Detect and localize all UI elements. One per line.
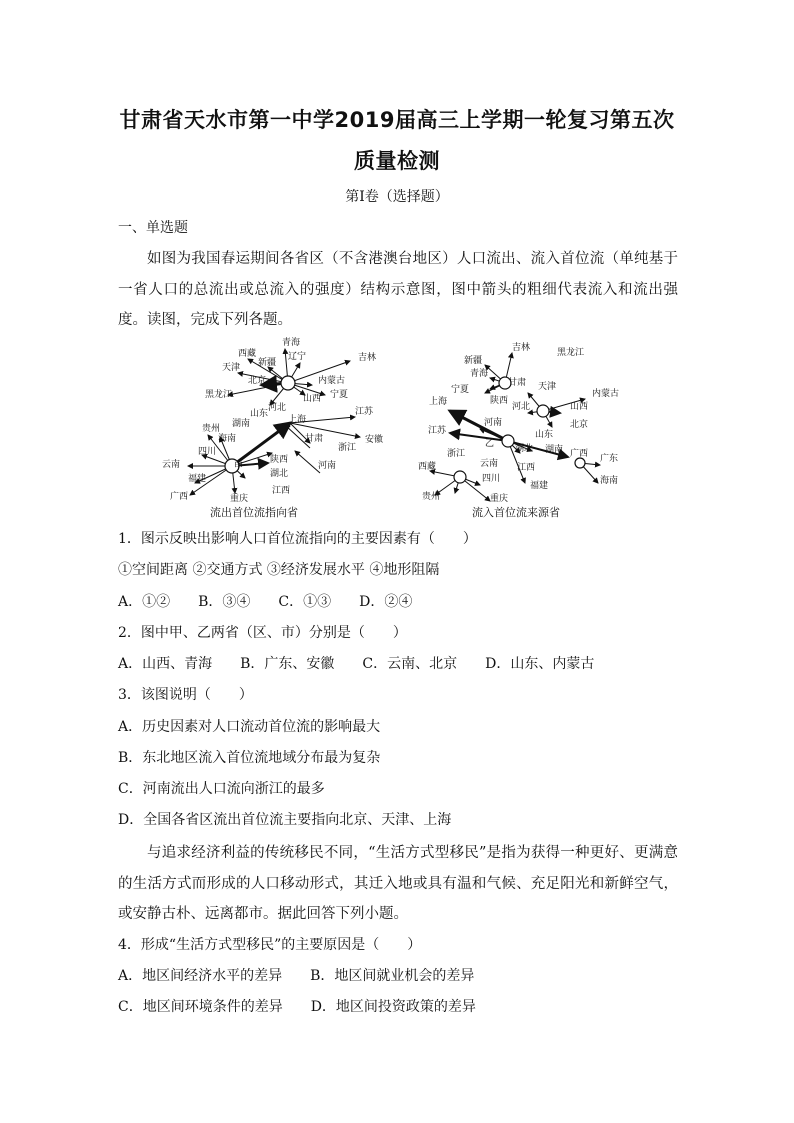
right-province-label: 山西 — [570, 402, 589, 412]
left-province-label: 黑龙江 — [205, 390, 233, 400]
right-province-label: 甘肃 — [508, 378, 527, 388]
left-province-label: 西藏 — [238, 349, 257, 359]
volume-subtitle: 第Ⅰ卷（选择题） — [345, 189, 449, 205]
right-province-label: 浙江 — [447, 449, 466, 459]
left-province-label: 浙江 — [338, 443, 357, 453]
left-province-label: 新疆 — [258, 358, 277, 368]
question-1-options: A．①② B．③④ C．①③ D．②④ — [118, 594, 413, 610]
left-province-label: 山东 — [250, 409, 269, 419]
passage-2: 与追求经济利益的传统移民不同，“生活方式型移民”是指为获得一种更好、更满意的生活方式而形成的人口移动形式，其迁入地或具有温和气候、充足阳光和新鲜空气，或安静古朴、远离都市。据此回答下列小题。 — [118, 845, 678, 922]
flow-diagram-svg — [160, 333, 640, 523]
right-province-label: 福建 — [530, 481, 549, 491]
left-province-label: 天津 — [222, 363, 241, 373]
right-hub-node — [575, 458, 585, 468]
question-4-options-cd: C．地区间环境条件的差异 D．地区间投资政策的差异 — [118, 999, 476, 1015]
left-province-label: 四川 — [198, 447, 217, 457]
left-flow-line — [295, 451, 320, 473]
left-province-label: 福建 — [188, 474, 207, 484]
left-hub-node — [281, 376, 295, 390]
left-province-label: 江西 — [272, 486, 291, 496]
left-province-label: 重庆 — [230, 494, 249, 504]
left-province-label: 内蒙古 — [318, 376, 346, 386]
right-hub-node — [537, 405, 549, 417]
left-province-label: 贵州 — [202, 424, 221, 434]
exam-title-line2: 质量检测 — [354, 149, 440, 173]
right-province-label: 江西 — [517, 463, 536, 473]
right-province-label: 天津 — [538, 382, 557, 392]
left-province-label: 宁夏 — [330, 390, 349, 400]
left-province-label: 安徽 — [365, 435, 384, 445]
question-1: 1．图示反映出影响人口首位流指向的主要因素有（ ） — [118, 531, 477, 547]
question-4: 4．形成“生活方式型移民”的主要原因是（ ） — [118, 937, 422, 953]
right-province-label: 北京 — [570, 420, 589, 430]
population-flow-figure — [160, 333, 640, 523]
left-province-label: 云南 — [162, 460, 181, 470]
right-province-label: 陕西 — [490, 396, 509, 406]
right-province-label: 云南 — [480, 459, 499, 469]
right-province-label: 山东 — [535, 430, 554, 440]
question-1-factors: ①空间距离 ②交通方式 ③经济发展水平 ④地形阻隔 — [118, 562, 440, 578]
right-province-label: 吉林 — [512, 343, 531, 353]
left-province-label: 北京 — [248, 376, 267, 386]
right-province-label: 河北 — [512, 402, 531, 412]
right-province-label: 湖北 — [515, 444, 534, 454]
question-3-option-c: C．河南流出人口流向浙江的最多 — [118, 781, 325, 797]
right-province-label: 湖南 — [545, 445, 564, 455]
right-province-label: 新疆 — [464, 356, 483, 366]
left-province-label: 海南 — [218, 434, 237, 444]
left-province-label: 陕西 — [270, 455, 289, 465]
left-province-label: 山西 — [303, 394, 322, 404]
left-province-label: 河北 — [268, 403, 287, 413]
right-province-label: 广东 — [600, 454, 619, 464]
right-province-label: 四川 — [482, 474, 501, 484]
right-province-label: 青海 — [470, 369, 489, 379]
right-province-label: 重庆 — [490, 494, 509, 504]
right-province-label: 宁夏 — [451, 385, 470, 395]
question-3-option-d: D．全国各省区流出首位流主要指向北京、天津、上海 — [118, 812, 452, 828]
left-province-label: 青海 — [282, 338, 301, 348]
question-4-options-ab: A．地区间经济水平的差异 B．地区间就业机会的差异 — [118, 968, 475, 984]
left-province-label: 甘肃 — [305, 434, 324, 444]
question-3-option-b: B．东北地区流入首位流地域分布最为复杂 — [118, 750, 381, 766]
left-province-label: 河南 — [318, 461, 337, 471]
right-hub-node — [502, 435, 514, 447]
question-2-options: A．山西、青海 B．广东、安徽 C．云南、北京 D．山东、内蒙古 — [118, 656, 595, 672]
right-province-label: 河南 — [484, 418, 503, 428]
left-province-label: 甲 — [234, 462, 244, 472]
left-province-label: 吉林 — [358, 353, 377, 363]
right-diagram-caption: 流入首位流来源省 — [472, 506, 560, 519]
question-3-option-a: A．历史因素对人口流动首位流的影响最大 — [118, 719, 381, 735]
right-province-label: 西藏 — [418, 462, 437, 472]
right-province-label: 内蒙古 — [592, 389, 620, 399]
left-diagram-caption: 流出首位流指向省 — [210, 506, 298, 519]
right-province-label: 江苏 — [428, 426, 447, 436]
section-heading: 一、单选题 — [118, 220, 188, 236]
left-flow-line — [290, 423, 360, 437]
left-province-label: 湖北 — [270, 469, 289, 479]
right-province-label: 乙 — [485, 439, 495, 449]
passage-1: 如图为我国春运期间各省区（不含港澳台地区）人口流出、流入首位流（单纯基于一省人口的总流出或总流入的强度）结构示意图，图中箭头的粗细代表流入和流出强度。读图，完成下列各题。 — [118, 251, 678, 328]
right-province-label: 上海 — [429, 397, 448, 407]
left-province-label: 江苏 — [355, 407, 374, 417]
right-province-label: 黑龙江 — [557, 348, 585, 358]
right-province-label: 广西 — [570, 449, 589, 459]
right-province-label: 贵州 — [422, 492, 441, 502]
left-province-label: 上海 — [288, 415, 307, 425]
question-3: 3．该图说明（ ） — [118, 687, 253, 703]
right-hub-node — [454, 471, 466, 483]
left-province-label: 广西 — [170, 492, 189, 502]
left-province-label: 辽宁 — [288, 352, 307, 362]
exam-title-line1: 甘肃省天水市第一中学2019届高三上学期一轮复习第五次 — [119, 108, 675, 132]
question-2: 2．图中甲、乙两省（区、市）分别是（ ） — [118, 625, 407, 641]
left-province-label: 湖南 — [232, 419, 251, 429]
right-province-label: 海南 — [600, 476, 619, 486]
